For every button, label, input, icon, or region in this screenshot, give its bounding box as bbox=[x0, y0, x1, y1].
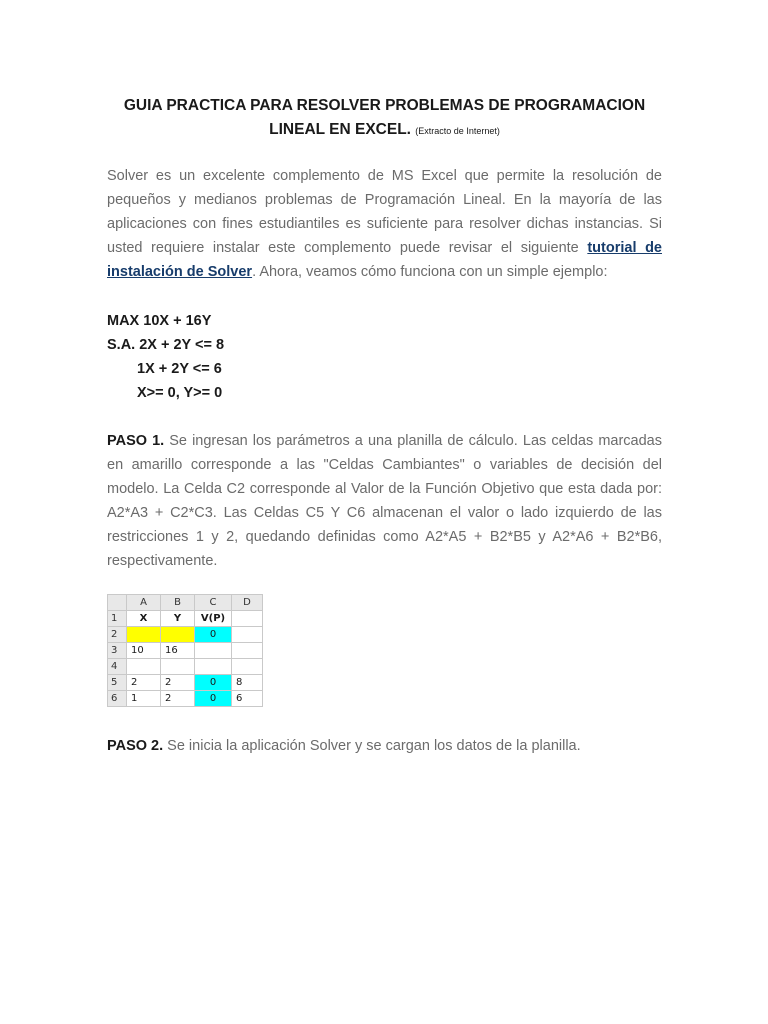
row-header: 1 bbox=[108, 611, 127, 627]
cell-c5: 0 bbox=[195, 675, 232, 691]
cell-d6: 6 bbox=[232, 691, 263, 707]
cell-d5: 8 bbox=[232, 675, 263, 691]
cell-d2 bbox=[232, 627, 263, 643]
step-1-label: PASO 1. bbox=[107, 433, 165, 449]
step-1-paragraph bbox=[107, 429, 662, 573]
col-header-a: A bbox=[127, 595, 161, 611]
step-1-text: Se ingresan los parámetros a una planilla de cálculo. Las celdas marcadas en amarillo corresponde a las "Celdas Cambiantes" o variables de decisión del modelo. La Celda C2 corresponde al Valor de la Función Objetivo que esta dada por: A2*A3 + C2*C3. Las Celdas C5 Y C6 almacenan el valor o lado izquierdo de las restricciones 1 y 2, quedando definidas como A2*A5 + B2*B5 y A2*A6 + B2*B6, respectivamente. bbox=[107, 433, 662, 569]
constraint-3: X>= 0, Y>= 0 bbox=[137, 385, 223, 401]
title-line-1: GUIA PRACTICA PARA RESOLVER PROBLEMAS DE PROGRAMACION bbox=[123, 97, 646, 114]
sheet-row bbox=[108, 691, 263, 707]
title-line-2: LINEAL EN EXCEL. bbox=[269, 121, 411, 138]
row-header: 2 bbox=[108, 627, 127, 643]
intro-text-after: . Ahora, veamos cómo funciona con un simple ejemplo: bbox=[252, 264, 608, 280]
row-header: 4 bbox=[108, 659, 127, 675]
page-title bbox=[107, 94, 662, 143]
sheet-row bbox=[108, 627, 263, 643]
cell-b2 bbox=[161, 627, 195, 643]
cell-b3: 16 bbox=[161, 643, 195, 659]
cell-a3: 10 bbox=[127, 643, 161, 659]
cell-d3 bbox=[232, 643, 263, 659]
cell-a2 bbox=[127, 627, 161, 643]
constraint-2: 1X + 2Y <= 6 bbox=[137, 361, 222, 377]
cell-c2: 0 bbox=[195, 627, 232, 643]
step-2-text: Se inicia la aplicación Solver y se cargan los datos de la planilla. bbox=[163, 738, 581, 754]
cell-b1: Y bbox=[161, 611, 195, 627]
cell-a6: 1 bbox=[127, 691, 161, 707]
row-header: 3 bbox=[108, 643, 127, 659]
cell-b5: 2 bbox=[161, 675, 195, 691]
intro-paragraph bbox=[107, 164, 662, 284]
cell-c4 bbox=[195, 659, 232, 675]
cell-a5: 2 bbox=[127, 675, 161, 691]
spreadsheet-image bbox=[107, 594, 263, 707]
sheet-row bbox=[108, 659, 263, 675]
solver-tutorial-link[interactable]: tutorial de instalación de Solver bbox=[107, 240, 662, 280]
row-header: 5 bbox=[108, 675, 127, 691]
step-2-label: PASO 2. bbox=[107, 738, 164, 754]
cell-c6: 0 bbox=[195, 691, 232, 707]
objective-function: MAX 10X + 16Y bbox=[107, 313, 212, 329]
intro-text: Solver es un excelente complemento de MS Excel que permite la resolución de pequeños y medianos problemas de Programación Lineal. En la mayoría de las aplicaciones con fines estudiantiles es suficiente para resolver dichas instancias. Si usted requiere instalar este complemento puede revisar el siguiente bbox=[107, 168, 662, 256]
step-2-paragraph bbox=[107, 734, 662, 758]
cell-a4 bbox=[127, 659, 161, 675]
sheet-header-row bbox=[108, 595, 263, 611]
lp-model bbox=[107, 309, 224, 405]
cell-d1 bbox=[232, 611, 263, 627]
sheet-row bbox=[108, 643, 263, 659]
col-header-c: C bbox=[195, 595, 232, 611]
col-header-d: D bbox=[232, 595, 263, 611]
sheet-row bbox=[108, 611, 263, 627]
cell-c1: V(P) bbox=[195, 611, 232, 627]
cell-d4 bbox=[232, 659, 263, 675]
cell-b6: 2 bbox=[161, 691, 195, 707]
constraint-1: S.A. 2X + 2Y <= 8 bbox=[107, 337, 225, 353]
cell-a1: X bbox=[127, 611, 161, 627]
sheet-row bbox=[108, 675, 263, 691]
cell-c3 bbox=[195, 643, 232, 659]
row-header: 6 bbox=[108, 691, 127, 707]
title-source-note: (Extracto de Internet) bbox=[415, 126, 500, 136]
col-header-b: B bbox=[161, 595, 195, 611]
cell-b4 bbox=[161, 659, 195, 675]
corner-cell bbox=[108, 595, 127, 611]
